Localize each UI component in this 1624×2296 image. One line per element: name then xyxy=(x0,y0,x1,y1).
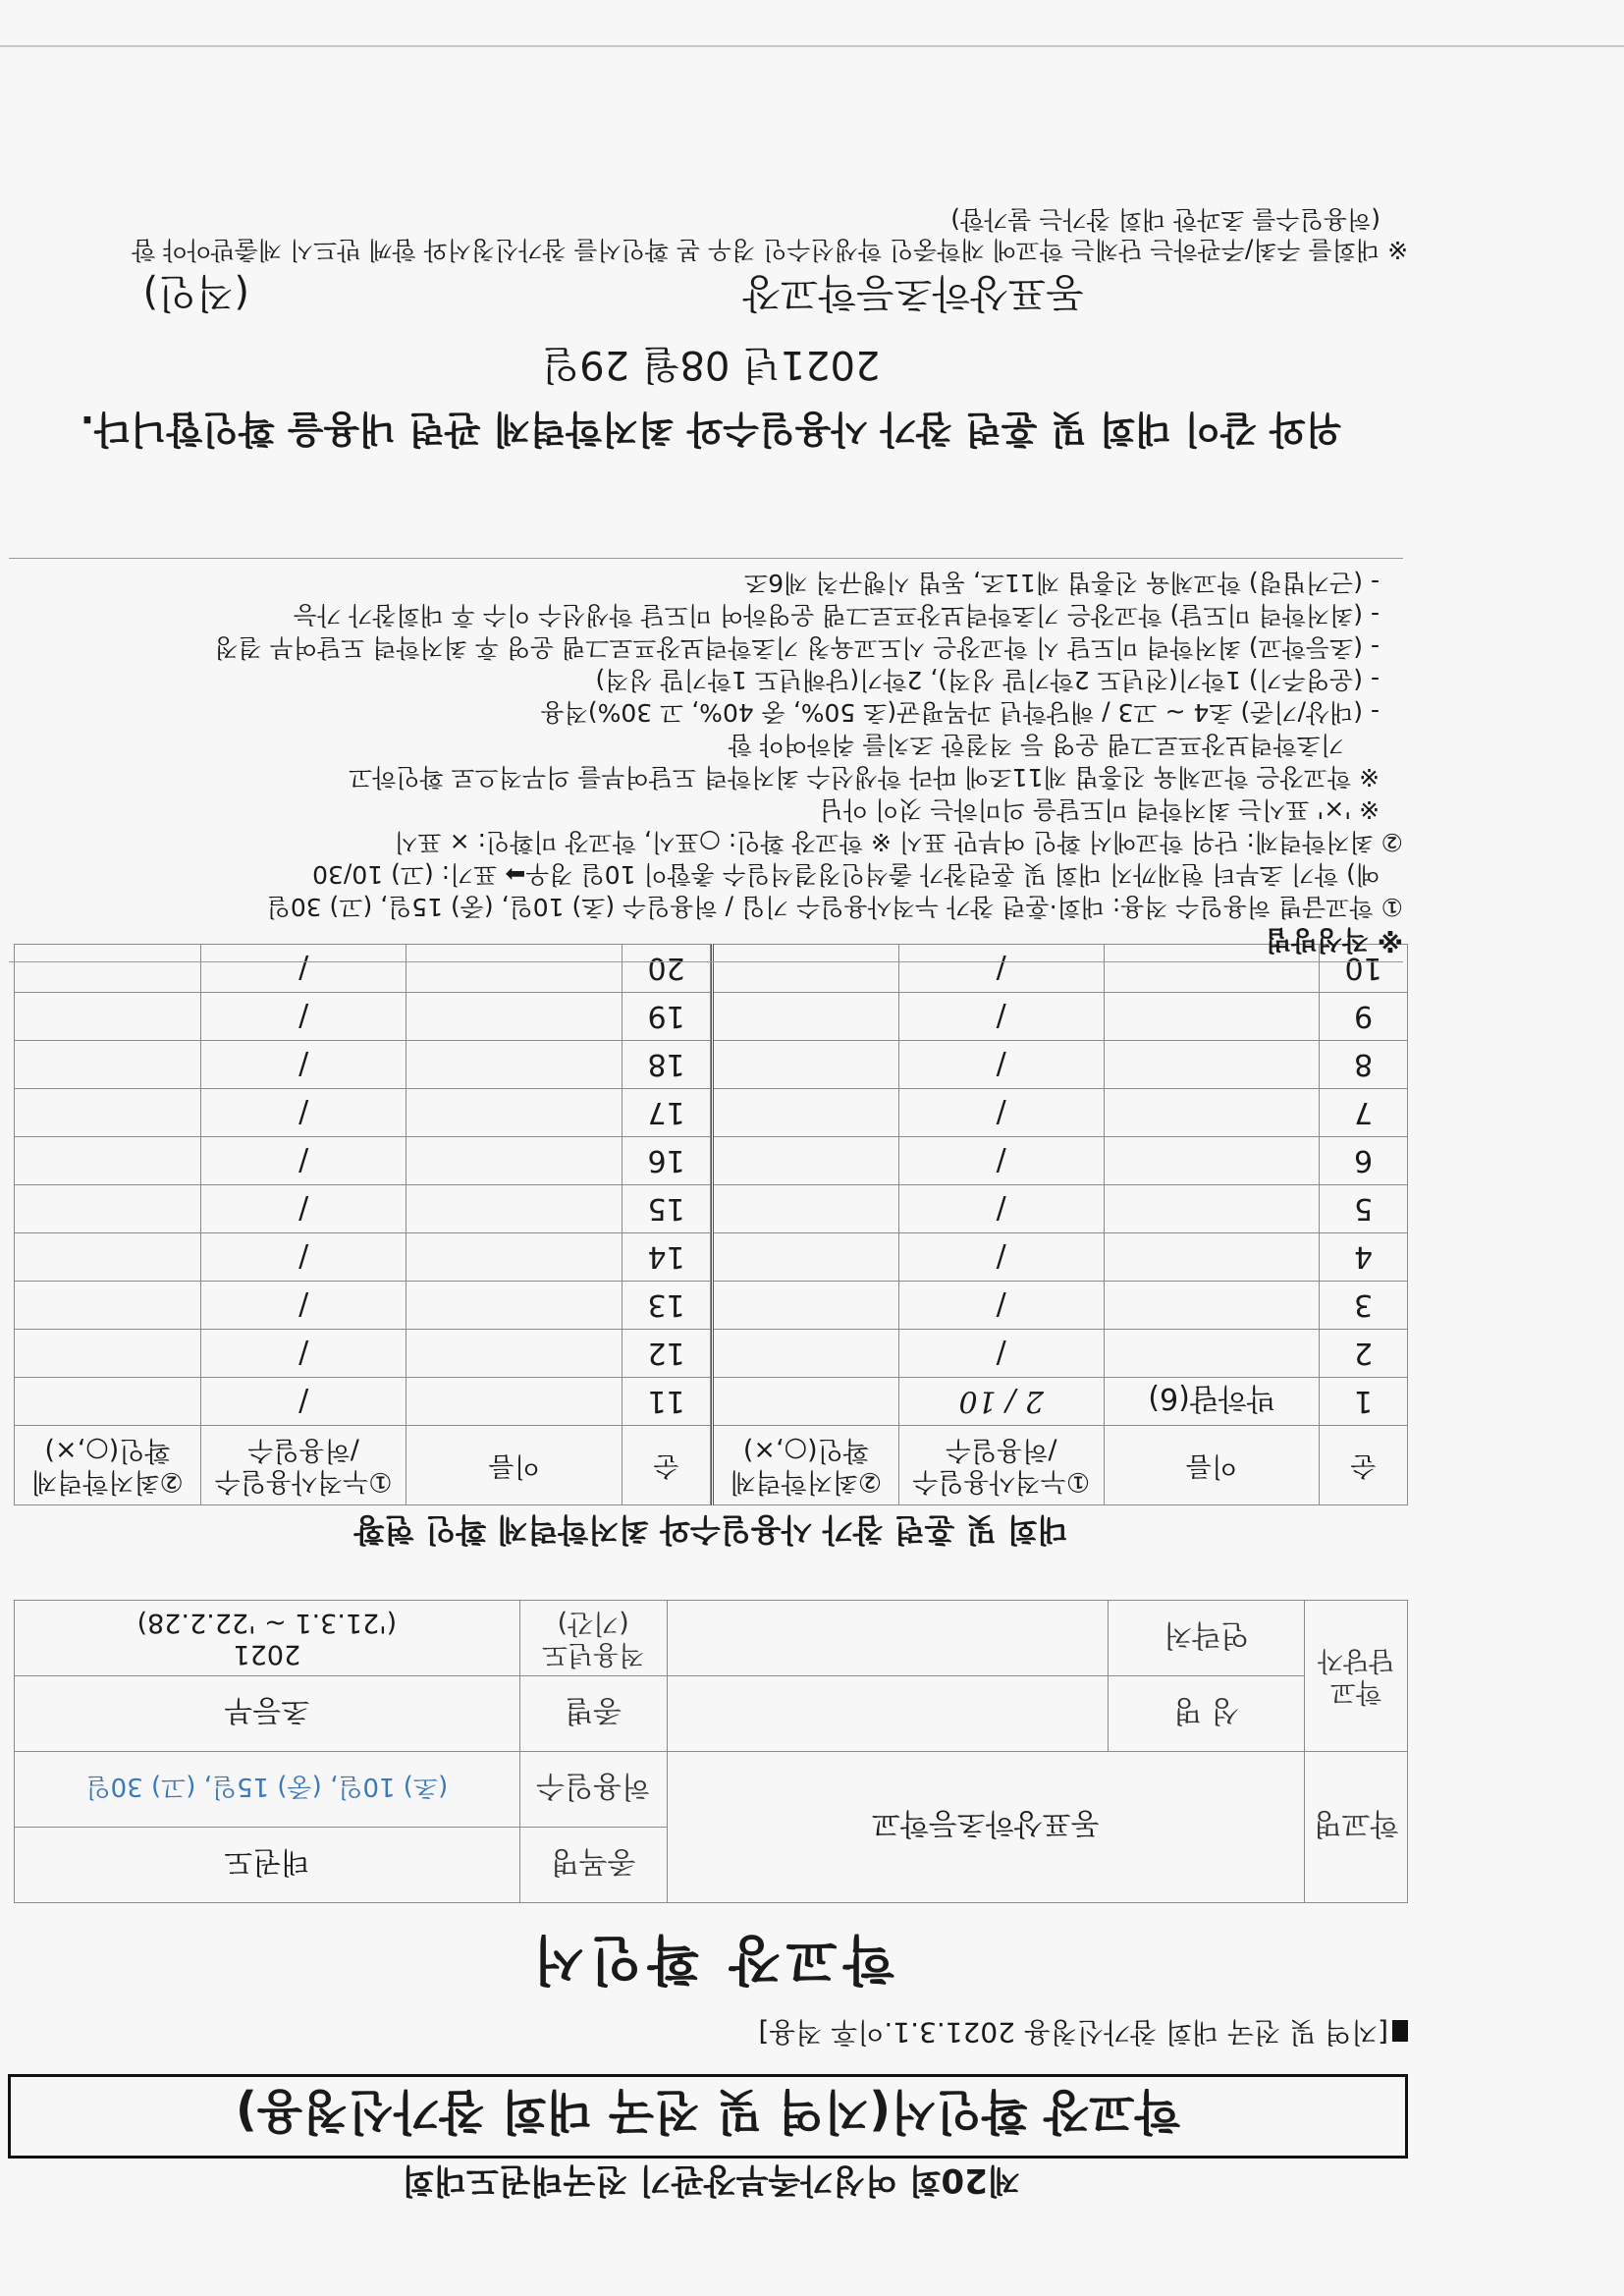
row-name[interactable] xyxy=(1104,1233,1319,1282)
row-used-days[interactable]: 2 / 10 xyxy=(898,1378,1104,1426)
row-name[interactable] xyxy=(406,1233,623,1282)
square-bullet-icon xyxy=(1392,2020,1408,2042)
application-notice-text: [지역 및 전국 대회 참가신청용 2021.3.1.이후 적용] xyxy=(758,2016,1388,2049)
row-number: 10 xyxy=(1320,945,1408,993)
table-row xyxy=(713,1137,1408,1185)
row-number: 20 xyxy=(623,945,711,993)
form-title: 학교장 확인서(지역 및 전국 대회 참가신청용) xyxy=(235,2084,1181,2140)
table-row xyxy=(713,1330,1408,1378)
row-used-days[interactable]: / xyxy=(200,1233,406,1282)
school-contact-person-label: 학교 담당자 xyxy=(1305,1601,1408,1752)
guide-line: - (근거법령) 학교체육 진흥법 제11조, 동법 시행규칙 제6조 xyxy=(744,569,1380,597)
table-row xyxy=(15,1089,711,1137)
table-row xyxy=(713,1185,1408,1233)
writing-guide xyxy=(9,552,1403,970)
row-name[interactable] xyxy=(406,1041,623,1089)
row-used-days[interactable]: / xyxy=(200,1041,406,1089)
row-number: 17 xyxy=(623,1089,711,1137)
header-no: 순 xyxy=(1320,1426,1408,1505)
row-used-days[interactable]: / xyxy=(200,1330,406,1378)
guide-line: ※ 학교장은 학교체육 진흥법 제11조에 따라 학생선수 최저학력 도달여부를 의무적으로 확인하고 xyxy=(349,763,1380,792)
guide-title: ※ 작성방법 xyxy=(1266,924,1403,955)
row-min-academic-check[interactable] xyxy=(15,1233,201,1282)
row-name[interactable] xyxy=(406,1330,623,1378)
footnote-line: ※ 대회를 주최/주관하는 단체는 학교에 재학중인 학생선수인 경우 본 확인서를 참가신청서와 함께 반드시 제출받아야 함 xyxy=(132,236,1408,264)
year-label: 적용년도 (기간) xyxy=(519,1601,667,1676)
row-number: 13 xyxy=(623,1282,711,1330)
table-row xyxy=(15,1233,711,1282)
table-row xyxy=(15,993,711,1041)
row-used-days[interactable]: / xyxy=(200,945,406,993)
form-title-box xyxy=(8,2074,1408,2159)
row-min-academic-check[interactable] xyxy=(713,1137,899,1185)
table-row xyxy=(15,1185,711,1233)
row-name[interactable] xyxy=(1104,1282,1319,1330)
row-used-days[interactable]: / xyxy=(898,993,1104,1041)
footnote-line: (허용일수를 초과한 대회 참가는 불가함) xyxy=(950,205,1380,234)
row-number: 16 xyxy=(623,1137,711,1185)
row-number: 14 xyxy=(623,1233,711,1282)
row-number: 6 xyxy=(1320,1137,1408,1185)
table-row xyxy=(713,1378,1408,1426)
row-min-academic-check[interactable] xyxy=(15,993,201,1041)
row-min-academic-check[interactable] xyxy=(713,1089,899,1137)
school-name-label: 학교명 xyxy=(1305,1752,1408,1903)
table-row xyxy=(15,1330,711,1378)
row-name[interactable] xyxy=(406,1137,623,1185)
sport-label: 종목명 xyxy=(519,1828,667,1903)
row-min-academic-check[interactable] xyxy=(15,1378,201,1426)
row-used-days[interactable]: / xyxy=(200,1089,406,1137)
row-used-days[interactable]: / xyxy=(898,1041,1104,1089)
school-info-table xyxy=(14,1600,1408,1903)
table-row xyxy=(713,1089,1408,1137)
table-row xyxy=(15,1041,711,1089)
contact-label: 연락처 xyxy=(1109,1601,1305,1676)
row-used-days[interactable]: / xyxy=(200,1137,406,1185)
person-name-value[interactable] xyxy=(667,1676,1109,1752)
row-number: 8 xyxy=(1320,1041,1408,1089)
table-row xyxy=(713,1041,1408,1089)
guide-line: ※ '×' 표시는 최저학력 미도달을 의미하는 것이 아님 xyxy=(819,795,1380,824)
allowed-days-value: (초) 10일, (중) 15일, (고) 30일 xyxy=(15,1752,520,1828)
row-number: 12 xyxy=(623,1330,711,1378)
guide-line: - (운영주기) 1학기(전년도 2학기말 성적), 2학기(당해년도 1학기말 성적) xyxy=(595,666,1380,694)
row-name[interactable] xyxy=(1104,1041,1319,1089)
guide-line: 예) 학기 초부터 현재까지 대회 및 훈련참가 출석인정결석일수 총합이 10일 경우➡ 표기: (고) 10/30 xyxy=(312,860,1380,889)
row-used-days[interactable]: / xyxy=(898,1233,1104,1282)
header-no: 순 xyxy=(623,1426,711,1505)
year-value: 2021 ('21.3.1 ~ '22.2.28) xyxy=(15,1601,520,1676)
header-check: ②최저학력제 확인(○,×) xyxy=(15,1426,201,1505)
row-name[interactable]: 박하람(6) xyxy=(1104,1378,1319,1426)
row-used-days[interactable]: / xyxy=(200,993,406,1041)
row-used-days[interactable]: / xyxy=(200,1378,406,1426)
row-name[interactable] xyxy=(406,1282,623,1330)
row-min-academic-check[interactable] xyxy=(15,1282,201,1330)
row-number: 15 xyxy=(623,1185,711,1233)
status-table-right xyxy=(14,944,711,1505)
guide-line: ① 학교급별 허용일수 적용: 대회·훈련 참가 누적사용일수 기입 / 허용일수 (초) 10일, (중) 15일, (고) 30일 xyxy=(266,893,1403,921)
table-row xyxy=(713,1233,1408,1282)
guide-line: - (최저학력 미도달) 학교장은 기초학력보장프로그램 운영하여 미도달 학생선수 이수 후 대회참가 가능 xyxy=(293,601,1380,629)
row-name[interactable] xyxy=(406,993,623,1041)
row-used-days[interactable]: / xyxy=(898,1089,1104,1137)
division-value: 초등부 xyxy=(15,1676,520,1752)
row-number: 5 xyxy=(1320,1185,1408,1233)
row-number: 7 xyxy=(1320,1089,1408,1137)
guide-line: ② 최저학력제: 단위 학교에서 확인 여부만 표시 ※ 학교장 확인: ○표시, 학교장 미확인: × 표시 xyxy=(394,828,1403,856)
row-min-academic-check[interactable] xyxy=(713,1041,899,1089)
contact-value[interactable] xyxy=(667,1601,1109,1676)
row-min-academic-check[interactable] xyxy=(713,1233,899,1282)
footnote xyxy=(14,204,1408,265)
division-label: 종별 xyxy=(519,1676,667,1752)
table-row xyxy=(15,1282,711,1330)
status-section-title: 대회 및 훈련 참가 사용일수와 최저학력제 확인 현황 xyxy=(353,1511,1068,1549)
row-number: 18 xyxy=(623,1041,711,1089)
header-name: 이름 xyxy=(406,1426,623,1505)
table-row xyxy=(713,1282,1408,1330)
table-row xyxy=(15,1378,711,1426)
row-min-academic-check[interactable] xyxy=(713,1185,899,1233)
row-number: 2 xyxy=(1320,1330,1408,1378)
school-name-value: 동표상하초등학교 xyxy=(667,1752,1304,1903)
row-min-academic-check[interactable] xyxy=(713,1378,899,1426)
person-name-label: 성 명 xyxy=(1109,1676,1305,1752)
row-name[interactable] xyxy=(406,1089,623,1137)
confirmation-date: 2021년 08월 29일 xyxy=(541,342,881,387)
row-number: 4 xyxy=(1320,1233,1408,1282)
header-days: ①누적사용일수 /허용일수 xyxy=(898,1426,1104,1505)
scan-edge-line xyxy=(0,45,1624,47)
row-min-academic-check[interactable] xyxy=(713,993,899,1041)
row-used-days[interactable]: / xyxy=(898,1185,1104,1233)
allowed-days-label: 허용일수 xyxy=(519,1752,667,1828)
row-min-academic-check[interactable] xyxy=(15,1137,201,1185)
principal-title: 동표상하초등학교장 xyxy=(742,270,1084,315)
row-name[interactable] xyxy=(1104,1185,1319,1233)
row-name[interactable] xyxy=(1104,1137,1319,1185)
row-name[interactable] xyxy=(406,1378,623,1426)
row-number: 9 xyxy=(1320,993,1408,1041)
guide-line: - (대상/기준) 초4 ~ 고3 / 해당학년 과목평균(초 50%, 중 40%, 고 30%)적용 xyxy=(540,698,1380,727)
row-min-academic-check[interactable] xyxy=(713,1282,899,1330)
document-title: 학교장 확인서 xyxy=(527,1929,894,1991)
row-used-days[interactable]: / xyxy=(898,1137,1104,1185)
row-min-academic-check[interactable] xyxy=(15,1330,201,1378)
row-name[interactable] xyxy=(406,1185,623,1233)
row-name[interactable] xyxy=(1104,1330,1319,1378)
confirmation-statement: 위와 같이 대회 및 훈련 참가 사용일수와 최저학력제 관련 내용을 확인합니다. xyxy=(80,408,1342,451)
header-name: 이름 xyxy=(1104,1426,1319,1505)
row-name[interactable] xyxy=(1104,1089,1319,1137)
row-name[interactable] xyxy=(1104,993,1319,1041)
status-table-left xyxy=(711,944,1408,1505)
row-number: 19 xyxy=(623,993,711,1041)
row-min-academic-check[interactable] xyxy=(15,1185,201,1233)
header-check: ②최저학력제 확인(○,×) xyxy=(713,1426,899,1505)
row-used-days[interactable]: / xyxy=(898,1282,1104,1330)
row-number: 3 xyxy=(1320,1282,1408,1330)
guide-divider xyxy=(9,558,1403,559)
competition-title: 제20회 여성가족부장관기 전국태권도대회 xyxy=(402,2160,1020,2200)
row-used-days[interactable]: / xyxy=(898,945,1104,993)
table-row xyxy=(713,993,1408,1041)
table-row xyxy=(15,1137,711,1185)
row-number: 11 xyxy=(623,1378,711,1426)
row-used-days[interactable]: / xyxy=(200,1185,406,1233)
status-tables xyxy=(14,944,1408,1505)
row-min-academic-check[interactable] xyxy=(15,1089,201,1137)
row-min-academic-check[interactable] xyxy=(713,1330,899,1378)
guide-divider xyxy=(9,961,1403,962)
guide-line: - (초등학교) 최저학력 미도달 시 학교장은 시도교육청 기초학력보장프로그램 운영 후 최저학력 도달여부 결정 xyxy=(214,633,1380,662)
sport-value: 태권도 xyxy=(15,1828,520,1903)
row-used-days[interactable]: / xyxy=(898,1330,1104,1378)
row-used-days[interactable]: / xyxy=(200,1282,406,1330)
official-seal-placeholder: (직인) xyxy=(142,270,249,315)
guide-line: 기초학력보장프로그램 운영 등 적절한 조치를 취하여야 함 xyxy=(728,731,1344,759)
header-days: ①누적사용일수 /허용일수 xyxy=(200,1426,406,1505)
row-number: 1 xyxy=(1320,1378,1408,1426)
row-min-academic-check[interactable] xyxy=(15,1041,201,1089)
application-notice xyxy=(758,2014,1408,2053)
